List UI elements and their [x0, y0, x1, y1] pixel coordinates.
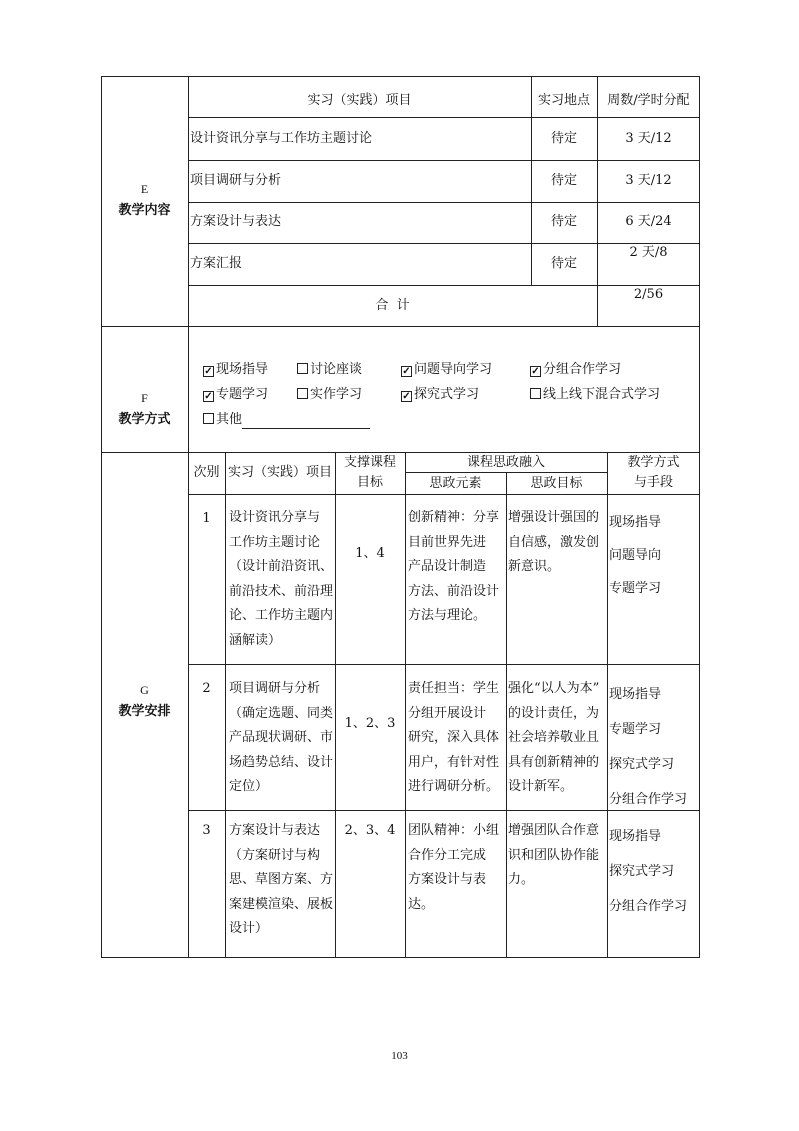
- g-header-project: 实习（实践）项目: [227, 465, 332, 480]
- text-line: 方案设计与表达: [229, 823, 321, 838]
- checkbox-unchecked[interactable]: [297, 363, 308, 374]
- option-label: 现场指导: [216, 362, 269, 377]
- text-line: 分组开展设计: [408, 705, 487, 721]
- e-row-place: 待定: [550, 131, 577, 146]
- e-row-project: 项目调研与分析: [190, 173, 282, 188]
- section-title: 教学内容: [118, 203, 171, 218]
- text-line: 产品现状调研、市: [229, 730, 334, 745]
- e-row-line: [188, 117, 700, 118]
- text-line: 强化“以人为本”: [508, 681, 600, 696]
- text-line: 现场指导: [609, 829, 662, 844]
- g-header-method: 教学方式: [627, 455, 680, 470]
- g-row-index: 3: [202, 823, 211, 838]
- text-line: 设计新军。: [508, 779, 574, 794]
- text-line: 工作坊主题讨论: [229, 534, 321, 550]
- e-row-place: 待定: [550, 256, 577, 271]
- text-line: 目前世界先进: [408, 534, 487, 550]
- section-title: 教学安排: [118, 704, 171, 719]
- text-line: 案建模渲染、展板: [229, 896, 334, 912]
- g-header-support: 目标: [356, 475, 383, 490]
- text-line: 责任担当：学生: [408, 681, 500, 696]
- text-line: 涵解读）: [229, 632, 282, 648]
- text-line: 现场指导: [609, 687, 662, 702]
- text-line: 设计）: [229, 921, 269, 936]
- option-topic-study[interactable]: [203, 386, 268, 404]
- text-line: 用户，有针对性: [408, 754, 500, 770]
- text-line: 进行调研分析。: [408, 779, 500, 794]
- text-line: （设计前沿资讯、: [229, 559, 334, 574]
- text-line: 增强设计强国的: [508, 510, 600, 525]
- checkbox-checked[interactable]: ✓: [204, 391, 213, 402]
- option-group-cooperation[interactable]: [530, 361, 621, 379]
- text-line: 合作分工完成: [408, 847, 487, 863]
- g-row-project: [229, 819, 333, 942]
- page-number: 103: [391, 1050, 408, 1062]
- text-line: 分组合作学习: [609, 899, 688, 914]
- text-line: 增强团队合作意: [508, 823, 600, 838]
- e-row-line: [188, 202, 700, 203]
- g-row-goal: [508, 506, 599, 580]
- text-line: 方法、前沿设计: [408, 583, 500, 599]
- e-header-project: 实习（实践）项目: [307, 93, 412, 108]
- text-line: 识和团队协作能: [508, 847, 600, 863]
- g-row-element: [408, 506, 499, 629]
- text-line: 方案设计与表: [408, 872, 487, 887]
- g-col-line: [607, 452, 608, 958]
- text-line: 创新精神：分享: [408, 510, 500, 525]
- text-line: 具有创新精神的: [508, 754, 600, 770]
- g-row-support: 1、4: [355, 546, 385, 561]
- text-line: 探究式学习: [609, 864, 675, 879]
- section-g-label: [101, 679, 188, 723]
- g-header-index: 次别: [193, 465, 220, 480]
- g-row-methods: [609, 506, 661, 605]
- g-col-line: [225, 452, 226, 958]
- e-row-project: 方案汇报: [190, 256, 243, 271]
- section-f-label: [101, 387, 188, 431]
- section-divider: [101, 452, 700, 453]
- option-label: 其他: [216, 412, 243, 427]
- text-line: 定位）: [229, 779, 269, 794]
- e-row-place: 待定: [550, 173, 577, 188]
- text-line: 专题学习: [609, 581, 662, 596]
- e-row-alloc: 6 天/24: [625, 214, 672, 229]
- g-row-methods: [609, 677, 687, 817]
- e-row-project: 设计资讯分享与工作坊主题讨论: [190, 131, 373, 146]
- section-letter: F: [141, 391, 148, 405]
- text-line: 产品设计制造: [408, 559, 487, 574]
- text-line: 分组合作学习: [609, 792, 688, 807]
- checkbox-unchecked[interactable]: [530, 388, 541, 399]
- text-line: （方案研讨与构: [229, 847, 321, 863]
- option-practical[interactable]: [297, 386, 362, 404]
- checkbox-unchecked[interactable]: [203, 413, 214, 424]
- e-header-place: 实习地点: [537, 93, 590, 108]
- g-col-line: [506, 472, 507, 958]
- text-line: 设计资讯分享与: [229, 510, 321, 525]
- g-row-goal: [508, 819, 599, 893]
- section-e-label: [101, 178, 188, 222]
- text-line: （确定选题、同类: [229, 705, 334, 721]
- section-letter: E: [140, 182, 149, 196]
- text-line: 专题学习: [609, 722, 662, 737]
- option-inquiry[interactable]: [401, 386, 479, 404]
- e-header-alloc: 周数/学时分配: [607, 93, 690, 108]
- text-line: 场趋势总结、设计: [229, 754, 334, 770]
- checkbox-checked[interactable]: ✓: [402, 366, 411, 377]
- section-title: 教学方式: [118, 412, 171, 427]
- g-header-element: 思政元素: [429, 476, 482, 491]
- e-row-alloc: 2 天/8: [629, 245, 668, 260]
- label-column-line: [188, 326, 189, 452]
- text-line: 社会培养敬业且: [508, 730, 600, 745]
- g-row-element: [408, 677, 499, 800]
- text-line: 论、工作坊主题内: [229, 608, 334, 623]
- option-other[interactable]: [203, 411, 370, 429]
- text-line: 思、草图方案、方: [229, 872, 334, 887]
- g-header-goal: 思政目标: [530, 476, 583, 491]
- text-line: 自信感，激发创: [508, 534, 600, 550]
- text-line: 现场指导: [609, 515, 662, 530]
- e-total-value: 2/56: [633, 287, 664, 302]
- text-line: 前沿技术、前沿理: [229, 583, 334, 599]
- label-column-line: [188, 76, 189, 326]
- e-row-place: 待定: [550, 214, 577, 229]
- checkbox-checked[interactable]: ✓: [531, 366, 540, 377]
- g-row-support: 2、3、4: [344, 823, 396, 838]
- g-row-project: [229, 506, 333, 653]
- g-col-line: [405, 452, 406, 958]
- e-total-label: 合 计: [375, 298, 410, 313]
- e-row-project: 方案设计与表达: [190, 214, 282, 229]
- text-line: 问题导向: [609, 548, 662, 563]
- text-line: 项目调研与分析: [229, 681, 321, 696]
- option-label: 分组合作学习: [543, 362, 622, 377]
- g-header-ideology: 课程思政融入: [466, 455, 545, 470]
- g-row-methods: [609, 819, 687, 924]
- checkbox-unchecked[interactable]: [297, 388, 308, 399]
- option-label: 问题导向学习: [414, 362, 493, 377]
- g-row-element: [408, 819, 499, 917]
- option-label: 线上线下混合式学习: [543, 387, 661, 402]
- option-label: 讨论座谈: [310, 362, 363, 377]
- g-subheader-line: [405, 472, 607, 473]
- option-label: 实作学习: [310, 387, 363, 402]
- g-row-line: [188, 664, 700, 665]
- text-line: 团队精神：小组: [408, 823, 500, 838]
- g-header-support: 支撑课程: [343, 455, 396, 470]
- option-onsite-guidance[interactable]: [203, 361, 268, 379]
- option-label: 探究式学习: [414, 387, 480, 402]
- section-letter: G: [140, 683, 149, 697]
- text-line: 力。: [508, 872, 535, 887]
- g-row-goal: [508, 677, 599, 800]
- text-line: 达。: [408, 896, 435, 912]
- other-input-line[interactable]: [242, 417, 370, 429]
- g-row-project: [229, 677, 333, 800]
- g-row-support: 1、2、3: [344, 716, 396, 731]
- g-row-index: 1: [202, 511, 211, 526]
- text-line: 研究，深入具体: [408, 730, 500, 745]
- g-row-index: 2: [202, 681, 211, 696]
- g-header-method: 与手段: [633, 475, 673, 490]
- e-row-alloc: 3 天/12: [625, 173, 672, 188]
- option-blended[interactable]: [530, 386, 660, 404]
- checkbox-checked[interactable]: ✓: [402, 391, 411, 402]
- option-problem-based[interactable]: [401, 361, 492, 379]
- g-col-line: [335, 452, 336, 958]
- option-label: 专题学习: [216, 387, 269, 402]
- section-divider: [101, 326, 700, 327]
- text-line: 的设计责任，为: [508, 705, 600, 721]
- e-row-alloc: 3 天/12: [625, 131, 672, 146]
- checkbox-checked[interactable]: ✓: [204, 366, 213, 377]
- e-row-line: [188, 160, 700, 161]
- text-line: 新意识。: [508, 559, 561, 574]
- option-discussion[interactable]: [297, 361, 362, 379]
- g-row-line: [188, 494, 700, 495]
- text-line: 探究式学习: [609, 757, 675, 772]
- text-line: 方法与理论。: [408, 608, 487, 623]
